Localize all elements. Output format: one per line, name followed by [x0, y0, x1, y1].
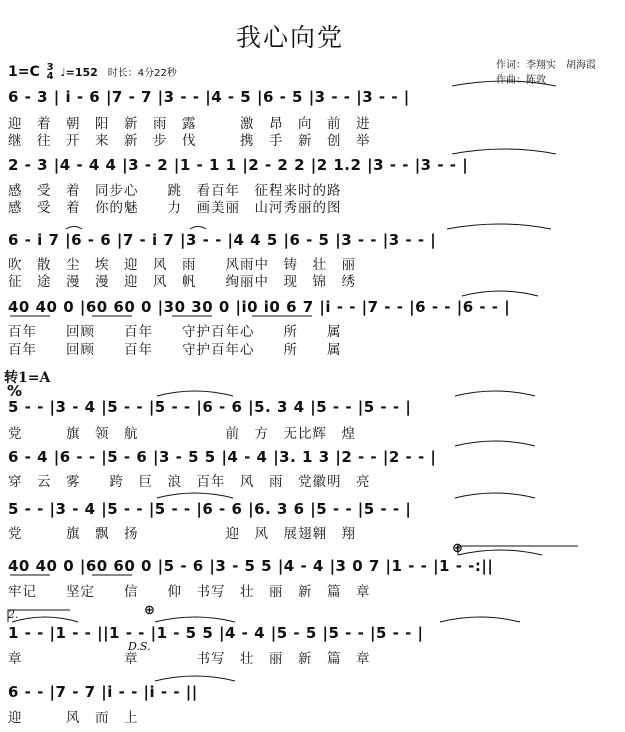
- lyric-row-6: 穿 云 雾 跨 巨 浪 百年 风 雨 党徽明 亮: [8, 474, 371, 490]
- lyric-row-10: 迎 风 而 上: [8, 710, 139, 726]
- lyric-row-3b: 征 途 漫 漫 迎 风 帆 绚丽中 现 锦 绣: [8, 274, 356, 290]
- tie-row-9-c: [440, 617, 520, 622]
- tempo-marking: ♩=152: [60, 66, 98, 79]
- lyric-row-2a: 感 受 着 同步心 跳 看百年 征程来时的路: [8, 183, 342, 199]
- notation-row-3: 6 - i 7 |6 - 6 |7 - i 7 |3 - - |4 4 5 |6 - 5 |3 - - |3 - - |: [8, 231, 437, 249]
- composer-credit: 作曲：陈敦: [496, 75, 546, 86]
- notation-row-5: 5 - - |3 - 4 |5 - - |5 - - |6 - 6 |5. 3 4 |5 - - |5 - - |: [8, 398, 412, 416]
- lyric-row-1b: 继 往 开 来 新 步 伐 携 手 新 创 举: [8, 133, 371, 149]
- modulation-label: 转1=A: [4, 370, 51, 386]
- notation-row-2: 2 - 3 |4 - 4 4 |3 - 2 |1 - 1 1 |2 - 2 2 |2 1.2 |3 - - |3 - - |: [8, 156, 469, 174]
- tie-row-2: [452, 149, 556, 154]
- lyric-row-2b: 感 受 着 你的魅 力 画美丽 山河秀丽的图: [8, 200, 342, 216]
- lyricist-credit: 作词：李翔实 胡海霞: [496, 60, 596, 71]
- lyric-row-4a: 百年 回顾 百年 守护百年心 所 属: [8, 324, 342, 340]
- lyric-row-5: 党 旗 领 航 前 方 无比辉 煌: [8, 426, 356, 442]
- tie-row-5-b: [455, 391, 535, 396]
- ds-marking: D.S.: [128, 640, 151, 653]
- tie-row-10: [155, 676, 235, 681]
- duration-text: 时长：4分22秒: [107, 68, 177, 79]
- notation-row-7: 5 - - |3 - 4 |5 - - |5 - - |6 - 6 |6. 3 6 |5 - - |5 - - |: [8, 500, 412, 518]
- tie-row-9-b: [155, 617, 235, 622]
- coda-sign-upper: ⊕: [452, 541, 463, 556]
- tie-row-5-a: [157, 391, 233, 396]
- coda-sign-lower: ⊕: [144, 603, 155, 618]
- tie-row-8: [458, 550, 542, 555]
- notation-row-4: 40 40 0 |60 60 0 |30 30 0 |i0 i0 6 7 |i - - |7 - - |6 - - |6 - - |: [8, 298, 511, 316]
- tie-row-7-a: [157, 493, 233, 498]
- volta-2-label: 2.: [8, 608, 19, 621]
- tie-row-1: [452, 81, 556, 86]
- notation-row-8: 40 40 0 |60 60 0 |5 - 6 |3 - 5 5 |4 - 4 |3 0 7 |1 - - |1 - -:||: [8, 557, 494, 575]
- lyric-row-9: 章 章 书写 壮 丽 新 篇 章: [8, 651, 371, 667]
- tie-row-3-slur-a: [66, 227, 82, 230]
- notation-row-1: 6 - 3 | i - 6 |7 - 7 |3 - - |4 - 5 |6 - 5 |3 - - |3 - - |: [8, 88, 410, 106]
- lyric-row-4b: 百年 回顾 百年 守护百年心 所 属: [8, 342, 342, 358]
- notation-row-10: 6 - - |7 - 7 |i - - |i - - ||: [8, 683, 198, 701]
- tie-row-4: [462, 291, 538, 296]
- key-text: 1=C: [8, 64, 40, 80]
- notation-row-6: 6 - 4 |6 - - |5 - 6 |3 - 5 5 |4 - 4 |3. 1 3 |2 - - |2 - - |: [8, 448, 437, 466]
- notation-row-9: 1 - - |1 - - ||1 - - |1 - 5 5 |4 - 4 |5 - 5 |5 - - |5 - - |: [8, 624, 424, 642]
- song-title: 我心向党: [235, 23, 344, 52]
- lyric-row-3a: 吹 散 尘 埃 迎 风 雨 风雨中 铸 壮 丽: [8, 257, 356, 273]
- time-top: 3: [46, 62, 54, 73]
- lyric-row-7: 党 旗 飘 扬 迎 风 展翅翱 翔: [8, 526, 356, 542]
- time-bottom: 4: [46, 71, 54, 82]
- tie-row-3-slur-b: [190, 227, 206, 230]
- lyric-row-8: 牢记 坚定 信 仰 书写 壮 丽 新 篇 章: [8, 584, 371, 600]
- lyric-row-1a: 迎 着 朝 阳 新 雨 露 激 昂 向 前 进: [8, 116, 371, 132]
- tie-row-9-a: [12, 617, 78, 622]
- segno-sign: %: [7, 382, 23, 400]
- tie-row-3: [447, 224, 551, 229]
- tie-row-6: [455, 441, 535, 446]
- tie-row-7-b: [455, 493, 535, 498]
